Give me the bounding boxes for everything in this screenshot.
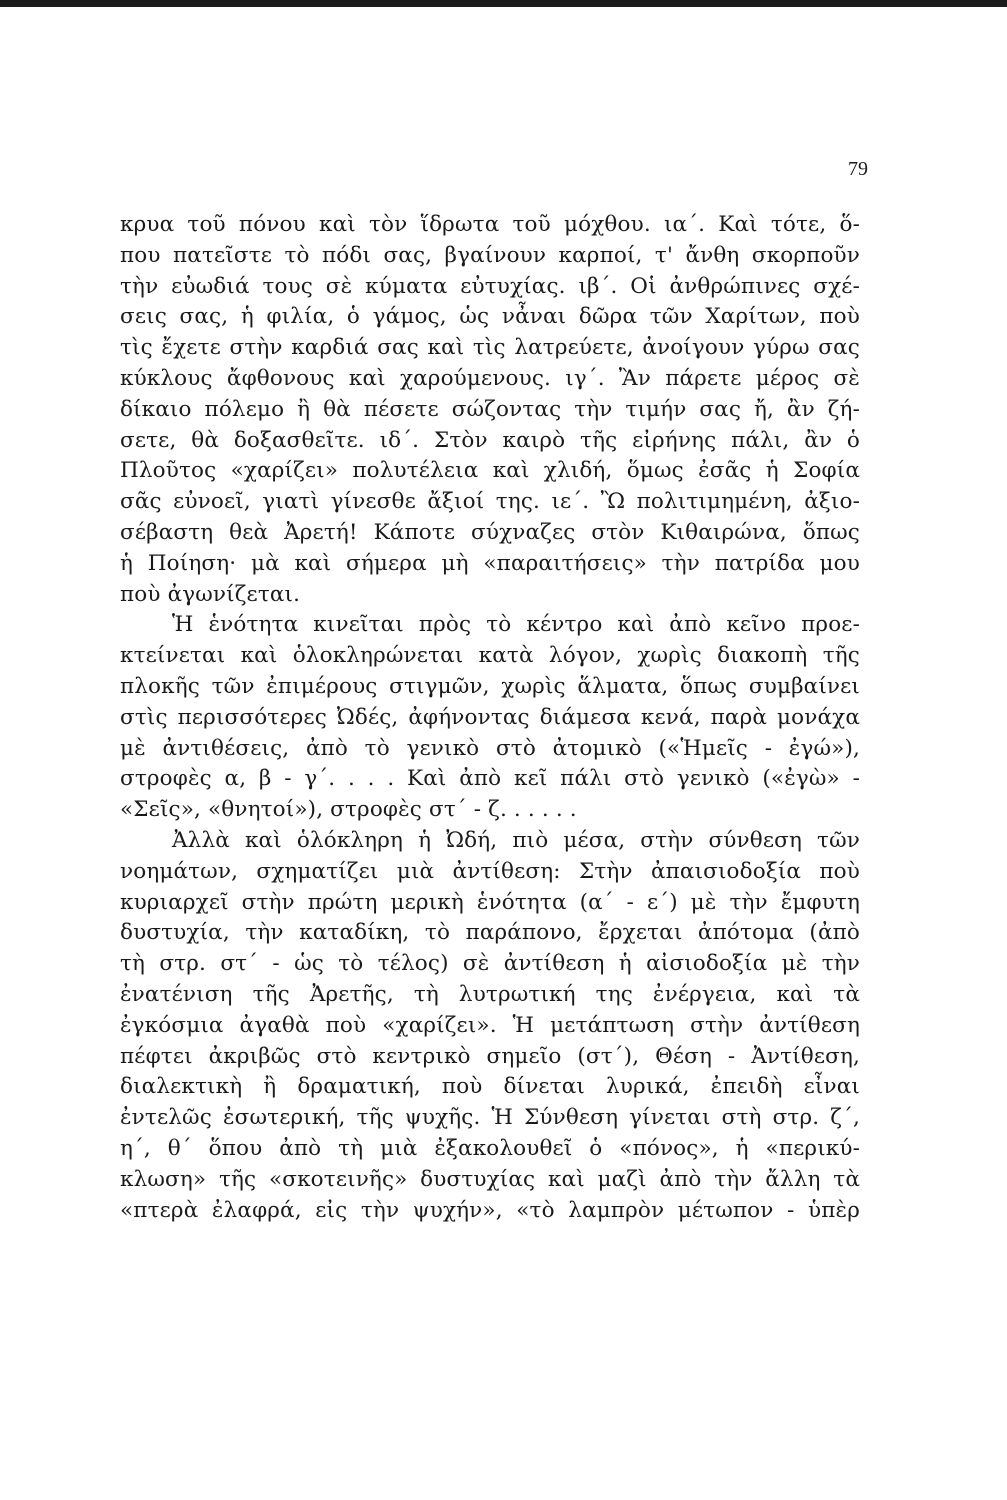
- text-line: πλοκῆς τῶν ἐπιμέρους στιγμῶν, χωρὶς ἅλματα, ὅπως συμβαίνει: [120, 673, 860, 699]
- text-line: σέβαστη θεὰ Ἀρετή! Κάποτε σύχναζες στὸν Κιθαιρώνα, ὅπως: [120, 519, 860, 545]
- paragraph-end-line: «Σεῖς», «θνητοί»), στροφὲς στ΄ - ζ. . . . . .: [120, 797, 577, 823]
- text-line: νοημάτων, σχηματίζει μιὰ ἀντίθεση: Στὴν ἀπαισιοδοξία ποὺ: [120, 858, 860, 884]
- scan-top-edge: [0, 0, 1007, 7]
- paragraph-start-line: Ἀλλὰ καὶ ὁλόκληρη ἡ Ὠδή, πιὸ μέσα, στὴν σύνθεση τῶν: [172, 827, 860, 853]
- text-line: «πτερὰ ἐλαφρά, εἰς τὴν ψυχήν», «τὸ λαμπρὸν μέτωπον - ὑπὲρ: [120, 1197, 860, 1223]
- text-line: μὲ ἀντιθέσεις, ἀπὸ τὸ γενικὸ στὸ ἀτομικὸ («Ἡμεῖς - ἐγώ»),: [120, 735, 860, 761]
- text-line: που πατεῖστε τὸ πόδι σας, βγαίνουν καρποί, τ' ἄνθη σκορποῦν: [120, 242, 860, 268]
- text-line: δίκαιο πόλεμο ἢ θὰ πέσετε σώζοντας τὴν τιμήν σας ἤ, ἂν ζή-: [120, 396, 860, 422]
- text-line: στροφὲς α, β - γ΄. . . . Καὶ ἀπὸ κεῖ πάλι στὸ γενικὸ («ἐγὼ» -: [120, 766, 860, 792]
- text-line: η΄, θ΄ ὅπου ἀπὸ τὴ μιὰ ἐξακολουθεῖ ὁ «πόνος», ἡ «περικύ-: [120, 1135, 860, 1161]
- paragraph-start-line: Ἡ ἑνότητα κινεῖται πρὸς τὸ κέντρο καὶ ἀπὸ κεῖνο προε-: [172, 612, 860, 638]
- text-line: ἐντελῶς ἐσωτερική, τῆς ψυχῆς. Ἡ Σύνθεση γίνεται στὴ στρ. ζ΄,: [120, 1105, 860, 1131]
- text-line: σᾶς εὐνοεῖ, γιατὶ γίνεσθε ἄξιοί της. ιε΄. Ὢ πολιτιμημένη, ἀξιο-: [120, 489, 860, 515]
- text-line: ἐγκόσμια ἀγαθὰ ποὺ «χαρίζει». Ἡ μετάπτωση στὴν ἀντίθεση: [120, 1012, 860, 1038]
- body-text: [120, 210, 860, 1226]
- paragraph-end-line: ποὺ ἀγωνίζεται.: [120, 581, 301, 607]
- text-line: κτείνεται καὶ ὁλοκληρώνεται κατὰ λόγον, χωρὶς διακοπὴ τῆς: [120, 643, 860, 669]
- text-line: κύκλους ἄφθονους καὶ χαρούμενους. ιγ΄. Ἂν πάρετε μέρος σὲ: [120, 365, 860, 391]
- text-line: κυριαρχεῖ στὴν πρώτη μερικὴ ἑνότητα (α΄ - ε΄) μὲ τὴν ἔμφυτη: [120, 889, 860, 915]
- text-line: στὶς περισσότερες Ὠδές, ἀφήνοντας διάμεσα κενά, παρὰ μονάχα: [120, 704, 860, 730]
- page-number: 79: [848, 158, 868, 180]
- text-line: σετε, θὰ δοξασθεῖτε. ιδ΄. Στὸν καιρὸ τῆς εἰρήνης πάλι, ἂν ὁ: [120, 427, 860, 453]
- text-line: δυστυχία, τὴν καταδίκη, τὸ παράπονο, ἔρχεται ἀπότομα (ἀπὸ: [120, 920, 860, 946]
- text-line: κρυα τοῦ πόνου καὶ τὸν ἵδρωτα τοῦ μόχθου. ια΄. Καὶ τότε, ὅ-: [120, 212, 860, 237]
- text-line: ἡ Ποίηση· μὰ καὶ σήμερα μὴ «παραιτήσεις» τὴν πατρίδα μου: [120, 550, 860, 576]
- text-line: πέφτει ἀκριβῶς στὸ κεντρικὸ σημεῖο (στ΄), Θέση - Ἀντίθεση,: [120, 1043, 860, 1069]
- text-line: τὴ στρ. στ΄ - ὡς τὸ τέλος) σὲ ἀντίθεση ἡ αἰσιοδοξία μὲ τὴν: [120, 951, 860, 977]
- text-line: τὶς ἔχετε στὴν καρδιά σας καὶ τὶς λατρεύετε, ἀνοίγουν γύρω σας: [120, 335, 860, 361]
- text-line: τὴν εὐωδιά τους σὲ κύματα εὐτυχίας. ιβ΄. Οἱ ἀνθρώπινες σχέ-: [120, 273, 860, 299]
- text-line: ἐνατένιση τῆς Ἀρετῆς, τὴ λυτρωτική της ἐνέργεια, καὶ τὰ: [120, 981, 860, 1007]
- text-line: κλωση» τῆς «σκοτεινῆς» δυστυχίας καὶ μαζὶ ἀπὸ τὴν ἄλλη τὰ: [120, 1166, 860, 1192]
- text-line: Πλοῦτος «χαρίζει» πολυτέλεια καὶ χλιδή, ὅμως ἐσᾶς ἡ Σοφία: [120, 458, 860, 484]
- text-line: διαλεκτικὴ ἢ δραματική, ποὺ δίνεται λυρικά, ἐπειδὴ εἶναι: [120, 1074, 860, 1100]
- text-line: σεις σας, ἡ φιλία, ὁ γάμος, ὡς νἆναι δῶρα τῶν Χαρίτων, ποὺ: [120, 304, 860, 330]
